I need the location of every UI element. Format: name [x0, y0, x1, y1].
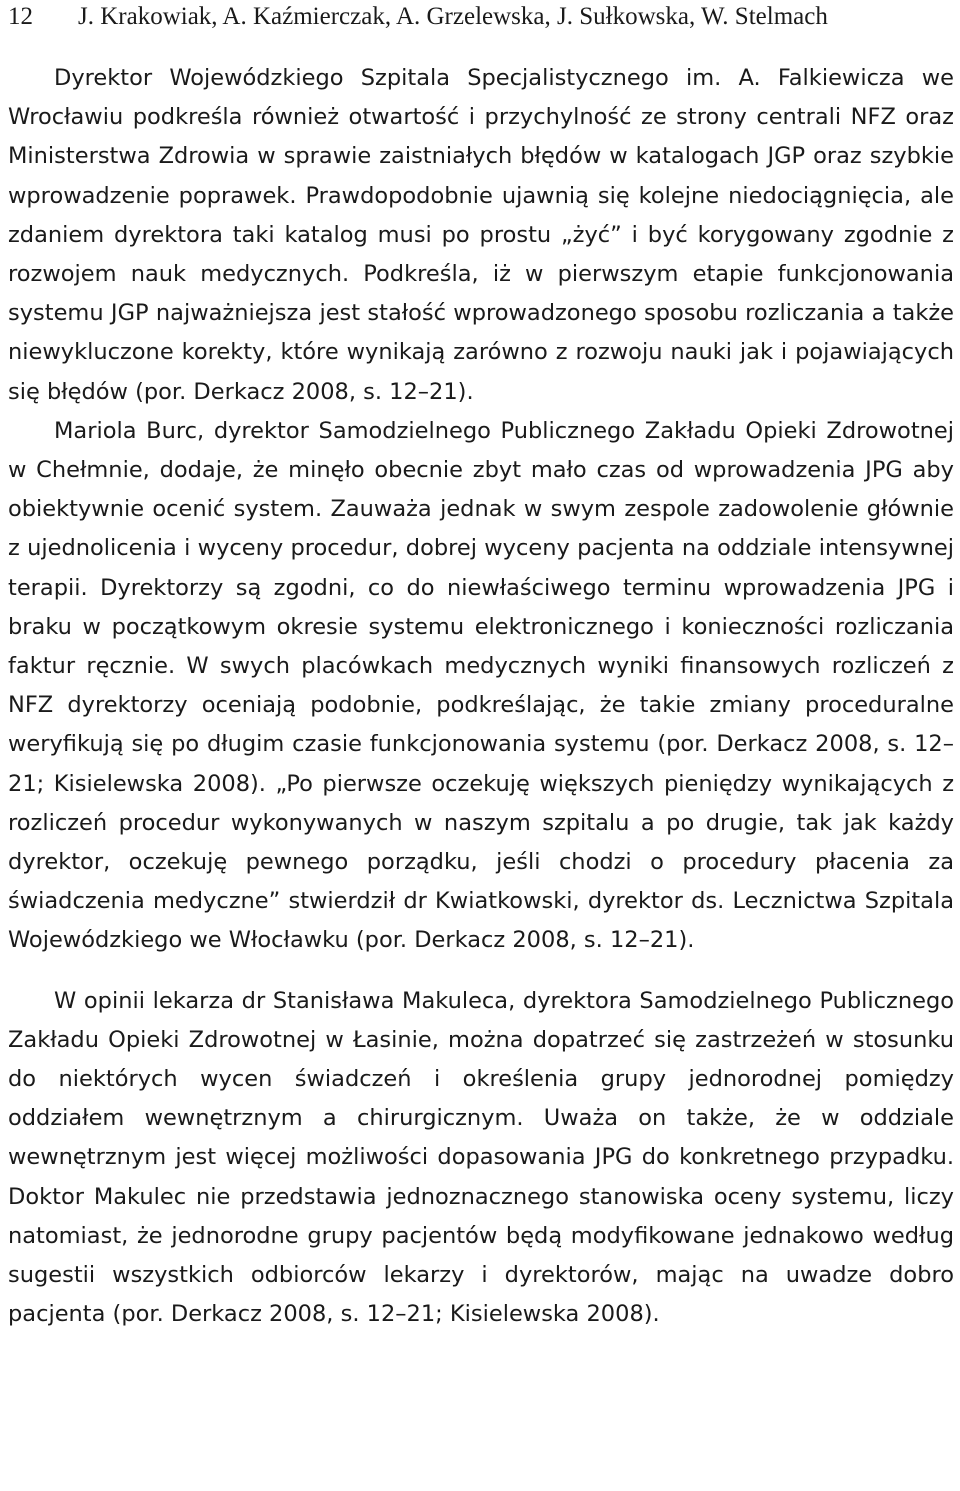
running-head: [8, 2, 948, 32]
paragraph-1: Dyrektor Wojewódzkiego Szpitala Specjalistycznego im. A. Falkiewicza we Wrocławiu podkreśla również otwartość i przychylność ze strony centrali NFZ oraz Ministerstwa Zdrowia w sprawie zaistniałych błędów w katalogach JGP oraz szybkie wprowadzenie poprawek. Prawdopodobnie ujawnią się kolejne niedociągnięcia, ale zdaniem dyrektora taki katalog musi po prostu „żyć” i być korygowany zgodnie z rozwojem nauk medycznych. Podkreśla, iż w pierwszym etapie funkcjonowania systemu JGP najważniejsza jest stałość wprowadzonego sposobu rozliczania a także niewykluczone korekty, które wynikają zarówno z rozwoju nauki jak i pojawiających się błędów (por. Derkacz 2008, s. 12–21).: [8, 65, 954, 405]
paragraph-3: W opinii lekarza dr Stanisława Makuleca, dyrektora Samodzielnego Publicznego Zakładu Opieki Zdrowotnej w Łasinie, można dopatrzeć się zastrzeżeń w stosunku do niektórych wycen świadczeń i określenia grupy jednorodnej pomiędzy oddziałem wewnętrznym a chirurgicznym. Uważa on także, że w oddziale wewnętrznym jest więcej możliwości dopasowania JPG do konkretnego przypadku. Doktor Makulec nie przedstawia jednoznacznego stanowiska oceny systemu, liczy natomiast, że jednorodne grupy pacjentów będą modyfikowane jednakowo według sugestii wszystkich odbiorców lekarzy i dyrektorów, mając na uwadze dobro pacjenta (por. Derkacz 2008, s. 12–21; Kisielewska 2008).: [8, 987, 954, 1328]
running-head-authors: J. Krakowiak, A. Kaźmierczak, A. Grzelewska, J. Sułkowska, W. Stelmach: [78, 3, 828, 30]
page-number: 12: [8, 3, 33, 30]
body-text: [8, 59, 954, 1335]
paragraph-2: Mariola Burc, dyrektor Samodzielnego Publicznego Zakładu Opieki Zdrowotnej w Chełmnie, dodaje, że minęło obecnie zbyt mało czas od wprowadzenia JPG aby obiektywnie ocenić system. Zauważa jednak w swym zespole zadowolenie głównie z ujednolicenia i wyceny procedur, dobrej wyceny pacjenta na oddziale intensywnej terapii. Dyrektorzy są zgodni, co do niewłaściwego terminu wprowadzenia JPG i braku w początkowym okresie systemu elektronicznego i konieczności rozliczania faktur ręcznie. W swych placówkach medycznych wyniki finansowych rozliczeń z NFZ dyrektorzy oceniają podobnie, podkreślając, że takie zmiany proceduralne weryfikują się po długim czasie funkcjonowania systemu (por. Derkacz 2008, s. 12–21; Kisielewska 2008). „Po pierwsze oczekuję większych pieniędzy wynikających z rozliczeń procedur wykonywanych w naszym szpitalu a po drugie, tak jak każdy dyrektor, oczekuję pewnego porządku, jeśli chodzi o procedury płacenia za świadczenia medyczne” stwierdził dr Kwiatkowski, dyrektor ds. Lecznictwa Szpitala Wojewódzkiego we Włocławku (por. Derkacz 2008, s. 12–21).: [8, 417, 954, 954]
